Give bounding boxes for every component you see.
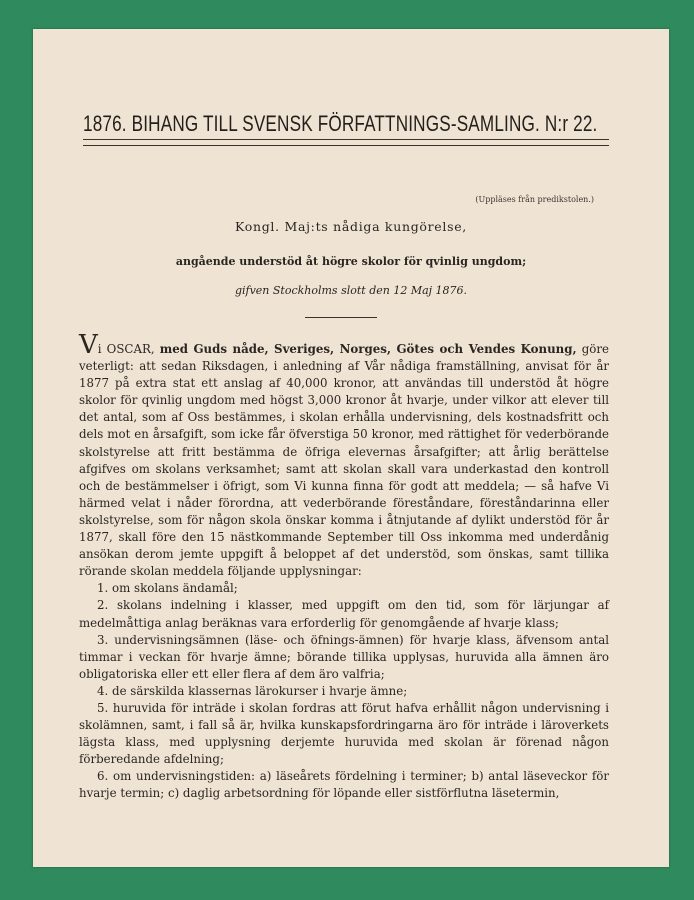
drop-initial: V <box>79 330 98 360</box>
decree-subject: angående understöd åt högre skolor för qvinlig ungdom; <box>175 255 527 268</box>
document-page <box>33 29 669 867</box>
decree-intro-paragraph <box>79 330 609 580</box>
separator-rule <box>305 317 377 318</box>
header-double-rule <box>83 139 609 146</box>
royal-title: med Guds nåde, Sveriges, Norges, Götes och Vendes Konung, <box>159 342 577 356</box>
decree-given-date: gifven Stockholms slott den 12 Maj 1876. <box>234 284 468 297</box>
list-item: 4. de särskilda klassernas lärokurser i hvarje ämne; <box>97 683 408 698</box>
decree-title: Kongl. Maj:ts nådiga kungörelse, <box>235 219 467 234</box>
royal-name: i OSCAR, <box>97 342 155 356</box>
list-item: 1. om skolans ändamål; <box>97 581 238 596</box>
list-item: 5. huruvida för inträde i skolan fordras att förut hafva erhållit någon undervisning i skolämnen, samt, i fall så är, hvilka kunskapsfordringarna äro för inträde i läroverkets lägsta klass, med upplysning derjemte huruvida med skolan är förenad någon förberedande afdelning; <box>79 700 610 767</box>
intro-text: göre veterligt: att sedan Riksdagen, i anledning af Vår nådiga framställning, anvisat för år 1877 på extra stat ett anslag af 40,000 kronor, att användas till understöd åt högre skolor för qvinlig ungdom med högst 3,000 kronor åt hvarje, under vilkor att elever till det antal, som af Oss bestämmes, i skolan erhålla undervisning, dels kostnadsfritt och dels mot en årsafgift, som icke får öfverstiga 50 kronor, med rättighet för vederbörande skolstyrelse att fritt bestämma de öfriga elevernas årsafgifter; att årlig berättelse afgifves om skolans verksamhet; samt att skolan skall vara underkastad den kontroll och de bestämmelser i öfrigt, som Vi kunna finna för godt att meddela; — så hafve Vi härmed velat i nåder förordna, att vederbörande föreståndare, föreståndarinna eller skolstyrelse, som för någon skola önskar komma i åtnjutande af dylikt understöd för år 1877, skall före den 15 nästkommande September till Oss inkomma med underdånig ansökan derom jemte uppgift å beloppet af det understöd, som önskas, samt tillika rörande skolan meddela följande upplysningar: <box>79 342 609 579</box>
page-header-title: 1876. BIHANG TILL SVENSK FÖRFATTNINGS-SAMLING. N:r 22. <box>83 111 598 136</box>
list-item: 2. skolans indelning i klasser, med uppgift om den tid, som för lärjungar af medelmåttiga anlag beräknas vara erforderlig för genomgående af hvarje klass; <box>79 598 610 630</box>
requirements-list <box>79 580 609 802</box>
reading-note: (Uppläses från predikstolen.) <box>475 195 594 204</box>
list-item: 6. om undervisningstiden: a) läseårets fördelning i terminer; b) antal läseveckor för hvarje termin; c) daglig arbetsordning för löpande eller sistförflutna läsetermin, <box>79 769 609 801</box>
list-item: 3. undervisningsämnen (läse- och öfnings-ämnen) för hvarje klass, äfvensom antal timmar i veckan för hvarje ämne; börande tillika upplysas, huruvida alla ämnen äro obligatoriska eller ett eller flera af dem äro valfria; <box>79 632 610 681</box>
decree-body <box>79 330 610 803</box>
